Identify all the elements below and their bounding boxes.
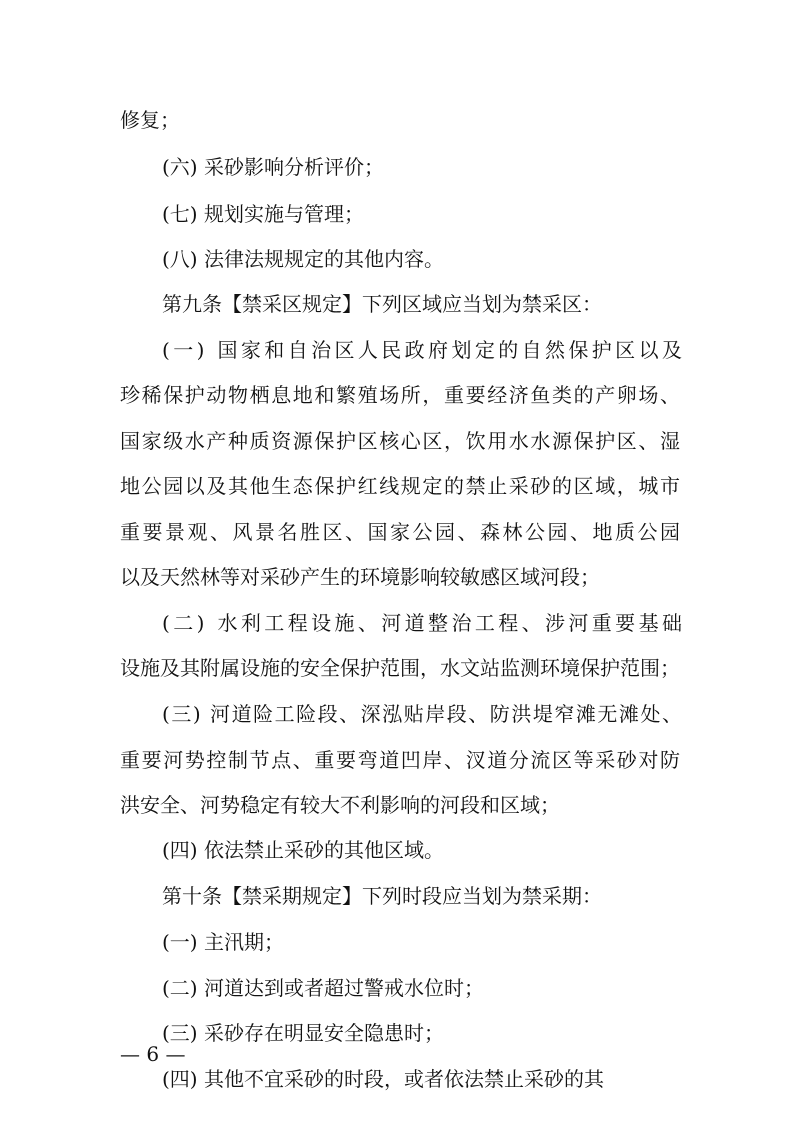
text-line: 地公园以及其他生态保护红线规定的禁止采砂的区域，城市	[120, 474, 682, 498]
text-line: (二) 河道达到或者超过警戒水位时；	[162, 976, 484, 1000]
text-line: (三) 河道险工险段、深泓贴岸段、防洪堤窄滩无滩处、	[162, 702, 684, 726]
text-line: (六) 采砂影响分析评价；	[162, 155, 384, 179]
text-line: (七) 规划实施与管理；	[162, 202, 364, 226]
text-line: 设施及其附属设施的安全保护范围，水文站监测环境保护范围；	[120, 656, 680, 680]
text-line: 修复；	[120, 108, 180, 132]
text-line: 珍稀保护动物栖息地和繁殖场所，重要经济鱼类的产卵场、	[120, 383, 682, 407]
text-line: 洪安全、河势稳定有较大不利影响的河段和区域；	[120, 793, 560, 817]
text-line: 以及天然林等对采砂产生的环境影响较敏感区域河段；	[120, 565, 600, 589]
text-line: (四) 依法禁止采砂的其他区域。	[162, 838, 444, 862]
article-heading: 第十条【禁采期规定】下列时段应当划为禁采期：	[162, 884, 602, 908]
text-line: 国家级水产种质资源保护区核心区，饮用水水源保护区、湿	[120, 429, 682, 453]
text-line: (三) 采砂存在明显安全隐患时；	[162, 1021, 444, 1045]
text-line: (一) 主汛期；	[162, 930, 284, 954]
page-number: — 6 —	[120, 1042, 186, 1066]
article-heading: 第九条【禁采区规定】下列区域应当划为禁采区：	[162, 292, 602, 316]
text-line: 重要河势控制节点、重要弯道凹岸、汊道分流区等采砂对防	[120, 748, 682, 772]
text-line: (八) 法律法规规定的其他内容。	[162, 247, 444, 271]
text-line: 重要景观、风景名胜区、国家公园、森林公园、地质公园	[120, 520, 683, 544]
text-line: (二) 水利工程设施、河道整治工程、涉河重要基础	[162, 611, 686, 635]
text-line: (一) 国家和自治区人民政府划定的自然保护区以及	[162, 338, 686, 362]
text-line: (四) 其他不宜采砂的时段，或者依法禁止采砂的其	[162, 1067, 604, 1091]
